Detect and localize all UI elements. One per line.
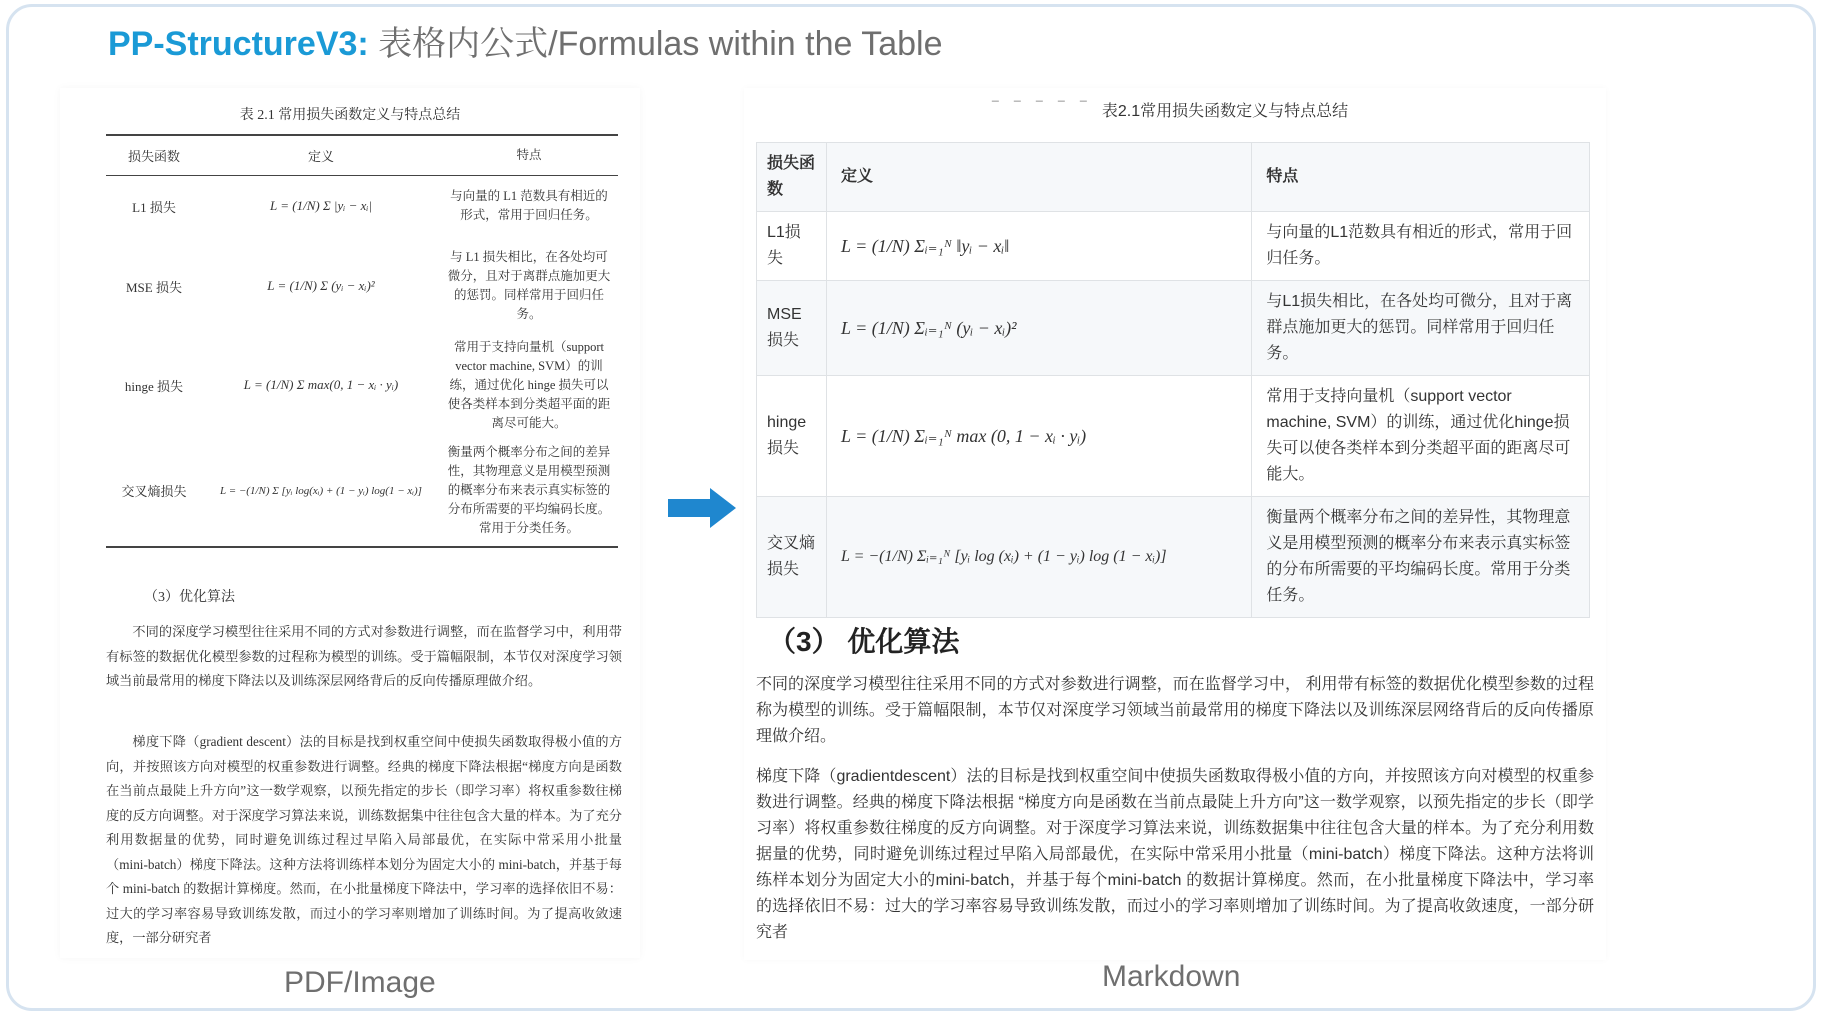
pdf-row bbox=[106, 335, 618, 435]
banner-subtitle: 表格内公式/Formulas within the Table bbox=[368, 25, 943, 63]
pdf-loss-table bbox=[106, 134, 618, 548]
md-dashes: _ _ _ _ _ bbox=[992, 88, 1093, 102]
pdf-row bbox=[106, 435, 618, 547]
pdf-row bbox=[106, 175, 618, 237]
pdf-header-definition: 定义 bbox=[202, 135, 440, 175]
md-loss-name: L1损失 bbox=[757, 212, 827, 281]
md-table-caption: 表2.1常用损失函数定义与特点总结 bbox=[1101, 103, 1349, 120]
md-header-feature: 特点 bbox=[1252, 143, 1590, 212]
md-loss-name: hinge损失 bbox=[757, 376, 827, 497]
pdf-feature: 常用于支持向量机（support vector machine, SVM）的训练，通过优化 hinge 损失可以使各类样本到分类超平面的距离尽可能大。 bbox=[447, 339, 611, 430]
md-paragraph-2: 梯度下降（gradientdescent）法的目标是找到权重空间中使损失函数取得极小值的方向，并按照该方向对模型的权重参数进行调整。经典的梯度下降法根据 “梯度方向是函数在当前点最陡上升方向”这一数学观察，以预先指定的步长（即学习率）将权重参数往梯度的反方向调整。对于深度学习算法来说，训练数据集中往往包含大量的样本。为了充分利用数据量的优势，同时避免训练过程过早陷入局部最优，在实际中常采用小批量（mini-batch）梯度下降法。这种方法将训练样本划分为固定大小的mini-batch，并基于每个mini-batch 的数据计算梯度。然而，在小批量梯度下降法中，学习率的选择依旧不易：过大的学习率容易导致训练发散，而过小的学习率则增加了训练时间。为了提高收敛速度，一部分研究者 bbox=[756, 768, 1594, 941]
md-feature: 与L1损失相比，在各处均可微分，且对于离群点施加更大的惩罚。同样常用于回归任务。 bbox=[1252, 281, 1590, 376]
md-row bbox=[757, 376, 1590, 497]
pdf-section-heading: （3）优化算法 bbox=[144, 590, 235, 605]
pdf-formula: L = (1/N) Σ |yᵢ − xᵢ| bbox=[269, 198, 372, 214]
pdf-feature: 与向量的 L1 范数具有相近的形式，常用于回归任务。 bbox=[450, 189, 608, 223]
pdf-header-feature: 特点 bbox=[440, 135, 618, 175]
md-row bbox=[757, 497, 1590, 618]
banner-title bbox=[108, 20, 943, 68]
pdf-image-panel bbox=[60, 88, 640, 958]
pdf-formula: L = (1/N) Σ max(0, 1 − xᵢ · yᵢ) bbox=[243, 377, 399, 392]
pdf-loss-name: 交叉熵损失 bbox=[106, 435, 202, 547]
md-formula: L = (1/N) Σᵢ₌₁ᴺ (yᵢ − xᵢ)² bbox=[826, 281, 1251, 376]
md-header-name: 损失函数 bbox=[757, 143, 827, 212]
md-loss-table bbox=[756, 142, 1590, 618]
right-arrow-icon bbox=[668, 488, 736, 528]
pdf-loss-name: L1 损失 bbox=[132, 199, 176, 215]
md-formula: L = −(1/N) Σᵢ₌₁ᴺ [yᵢ log (xᵢ) + (1 − yᵢ) log (1 − xᵢ)] bbox=[826, 497, 1251, 618]
md-row bbox=[757, 281, 1590, 376]
md-formula: L = (1/N) Σᵢ₌₁ᴺ ‖yᵢ − xᵢ‖ bbox=[826, 212, 1251, 281]
md-feature: 衡量两个概率分布之间的差异性，其物理意义是用模型预测的概率分布来表示真实标签的分布所需要的平均编码长度。常用于分类任务。 bbox=[1252, 497, 1590, 618]
pdf-row bbox=[106, 237, 618, 335]
pdf-paragraph-2: 梯度下降（gradient descent）法的目标是找到权重空间中使损失函数取得极小值的方向，并按照该方向对模型的权重参数进行调整。经典的梯度下降法根据“梯度方向是函数在当前点最陡上升方向”这一数学观察，以预先指定的步长（即学习率）将权重参数往梯度的反方向调整。对于深度学习算法来说，训练数据集中往往包含大量的样本。为了充分利用数据量的优势，同时避免训练过程过早陷入局部最优，在实际中常采用小批量（mini-batch）梯度下降法。这种方法将训练样本划分为固定大小的 mini-batch，并基于每个 mini-batch 的数据计算梯度。然而，在小批量梯度下降法中，学习率的选择依旧不易：过大的学习率容易导致训练发散，而过小的学习率则增加了训练时间。为了提高收敛速度，一部分研究者 bbox=[106, 734, 622, 945]
md-paragraph-1: 不同的深度学习模型往往采用不同的方式对参数进行调整，而在监督学习中， 利用带有标签的数据优化模型参数的过程称为模型的训练。受于篇幅限制，本节仅对深度学习领域当前最常用的梯度下降法以及训练深层网络背后的反向传播原理做介绍。 bbox=[756, 676, 1594, 745]
md-feature: 常用于支持向量机（support vector machine, SVM）的训练，通过优化hinge损失可以使各类样本到分类超平面的距离尽可能大。 bbox=[1252, 376, 1590, 497]
pdf-header-name: 损失函数 bbox=[106, 135, 202, 175]
md-header-definition: 定义 bbox=[826, 143, 1251, 212]
md-row bbox=[757, 212, 1590, 281]
pdf-table-caption: 表 2.1 常用损失函数定义与特点总结 bbox=[239, 108, 461, 123]
md-formula: L = (1/N) Σᵢ₌₁ᴺ max (0, 1 − xᵢ · yᵢ) bbox=[826, 376, 1251, 497]
pdf-feature: 衡量两个概率分布之间的差异性，其物理意义是用模型预测的概率分布来表示真实标签的分布所需要的平均编码长度。常用于分类任务。 bbox=[440, 435, 618, 547]
label-pdf-image: PDF/Image bbox=[284, 966, 436, 999]
pdf-formula: L = (1/N) Σ (yᵢ − xᵢ)² bbox=[267, 278, 375, 293]
pdf-formula: L = −(1/N) Σ [yᵢ log(xᵢ) + (1 − yᵢ) log(1 − xᵢ)] bbox=[202, 435, 440, 547]
pdf-feature: 与 L1 损失相比，在各处均可微分，且对于离群点施加更大的惩罚。同样常用于回归任务。 bbox=[447, 250, 611, 321]
pdf-loss-name: hinge 损失 bbox=[124, 378, 184, 394]
md-loss-name: 交叉熵损失 bbox=[757, 497, 827, 618]
label-markdown: Markdown bbox=[1102, 960, 1241, 993]
md-feature: 与向量的L1范数具有相近的形式，常用于回归任务。 bbox=[1252, 212, 1590, 281]
markdown-panel bbox=[744, 88, 1606, 960]
md-section-heading: （3） 优化算法 bbox=[768, 626, 960, 657]
pdf-paragraph-1: 不同的深度学习模型往往采用不同的方式对参数进行调整，而在监督学习中，利用带有标签的数据优化模型参数的过程称为模型的训练。受于篇幅限制，本节仅对深度学习领域当前最常用的梯度下降法以及训练深层网络背后的反向传播原理做介绍。 bbox=[106, 624, 622, 688]
md-loss-name: MSE损失 bbox=[757, 281, 827, 376]
pdf-loss-name: MSE 损失 bbox=[126, 279, 182, 295]
banner-brand: PP-StructureV3: bbox=[108, 25, 369, 63]
